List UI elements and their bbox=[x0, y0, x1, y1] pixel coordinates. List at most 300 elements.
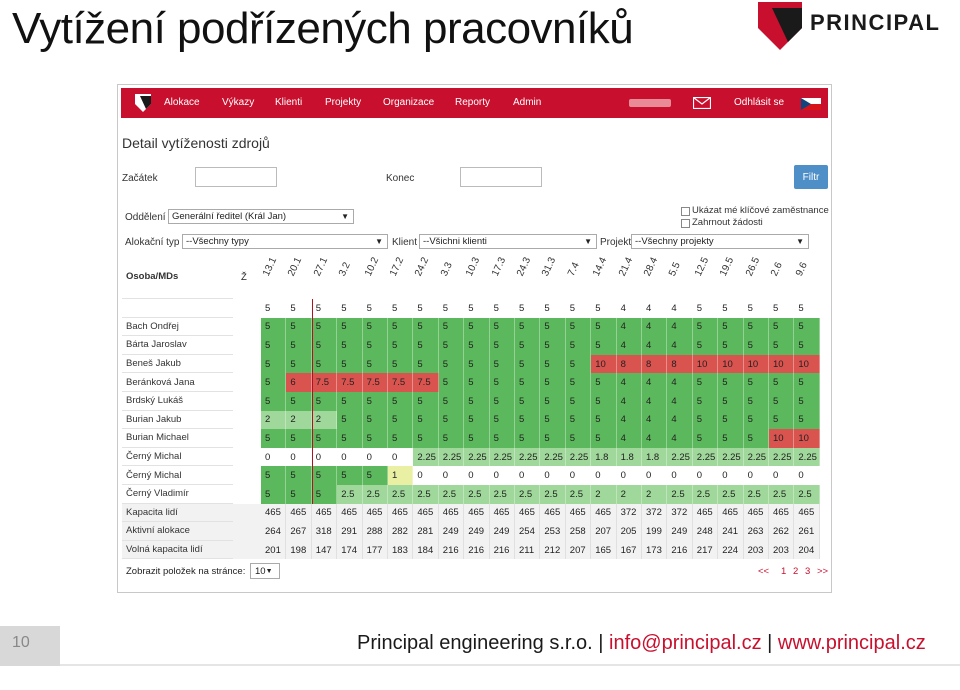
allocation-cell[interactable]: 5 bbox=[261, 355, 286, 374]
allocation-cell[interactable]: 10 bbox=[769, 429, 794, 448]
summary-cell: 465 bbox=[591, 504, 616, 523]
requests-label: Zahrnout žádosti bbox=[692, 217, 763, 228]
allocation-cell[interactable]: 5 bbox=[337, 336, 362, 355]
allocation-cell[interactable]: 8 bbox=[642, 355, 667, 374]
allocation-cell[interactable]: 5 bbox=[363, 466, 388, 485]
allocation-cell[interactable]: 7.5 bbox=[388, 373, 413, 392]
requests-checkbox[interactable] bbox=[681, 219, 690, 228]
allocation-cell[interactable]: 5 bbox=[337, 466, 362, 485]
allocation-cell[interactable]: 5 bbox=[566, 429, 591, 448]
allocation-cell[interactable]: 5 bbox=[744, 373, 769, 392]
allocation-cell[interactable]: 0 bbox=[413, 466, 438, 485]
date-header: 3.2 bbox=[337, 260, 354, 278]
allocation-cell[interactable]: 5 bbox=[718, 336, 743, 355]
allocation-cell[interactable]: 0 bbox=[337, 448, 362, 467]
summary-z-cell bbox=[233, 522, 261, 541]
allocation-cell[interactable]: 5 bbox=[490, 318, 515, 337]
summary-cell: 288 bbox=[363, 522, 388, 541]
allocation-cell[interactable]: 5 bbox=[515, 373, 540, 392]
allocation-cell[interactable]: 5 bbox=[718, 429, 743, 448]
allocation-cell[interactable]: 5 bbox=[363, 392, 388, 411]
allocation-cell[interactable]: 2.5 bbox=[490, 485, 515, 504]
allocation-cell[interactable]: 10 bbox=[744, 355, 769, 374]
allocation-cell[interactable]: 5 bbox=[261, 318, 286, 337]
allocation-cell[interactable]: 5 bbox=[388, 392, 413, 411]
allocation-cell[interactable]: 5 bbox=[591, 411, 616, 430]
z-cell bbox=[237, 485, 257, 504]
allocation-cell[interactable]: 5 bbox=[388, 318, 413, 337]
filter-button[interactable]: Filtr bbox=[794, 165, 828, 189]
allocation-cell[interactable]: 4 bbox=[617, 411, 642, 430]
allocation-cell[interactable]: 2.25 bbox=[515, 448, 540, 467]
summary-cell: 372 bbox=[667, 504, 692, 523]
allocation-cell[interactable]: 10 bbox=[591, 355, 616, 374]
allocation-cell[interactable]: 5 bbox=[261, 373, 286, 392]
allocation-cell[interactable]: 2.5 bbox=[540, 485, 565, 504]
allocation-cell[interactable]: 5 bbox=[464, 355, 489, 374]
allocation-cell[interactable]: 5 bbox=[413, 336, 438, 355]
allocation-cell[interactable]: 0 bbox=[540, 466, 565, 485]
allocation-cell[interactable]: 5 bbox=[490, 411, 515, 430]
allocation-cell[interactable]: 4 bbox=[667, 336, 692, 355]
allocation-cell[interactable]: 5 bbox=[388, 336, 413, 355]
allocation-cell[interactable]: 5 bbox=[693, 411, 718, 430]
person-name[interactable]: Černý Vladimír bbox=[122, 485, 233, 504]
allocation-cell[interactable]: 2.25 bbox=[769, 448, 794, 467]
allocation-cell[interactable]: 2.5 bbox=[439, 485, 464, 504]
allocation-cell[interactable]: 0 bbox=[566, 466, 591, 485]
capacity-cell: 5 bbox=[515, 299, 540, 318]
pager-link[interactable]: 3 bbox=[805, 565, 811, 577]
allocation-cell[interactable]: 2.5 bbox=[769, 485, 794, 504]
project-select[interactable] bbox=[631, 234, 809, 249]
allocation-cell[interactable]: 4 bbox=[617, 318, 642, 337]
allocation-cell[interactable]: 5 bbox=[769, 411, 794, 430]
allocation-cell[interactable]: 5 bbox=[312, 485, 337, 504]
capacity-cell: 5 bbox=[540, 299, 565, 318]
allocation-cell[interactable]: 5 bbox=[286, 336, 311, 355]
department-label: Oddělení bbox=[125, 212, 166, 223]
allocation-cell[interactable]: 4 bbox=[617, 429, 642, 448]
allocation-cell[interactable]: 7.5 bbox=[413, 373, 438, 392]
allocation-cell[interactable]: 5 bbox=[566, 355, 591, 374]
allocation-cell[interactable]: 4 bbox=[642, 318, 667, 337]
allocation-cell[interactable]: 8 bbox=[617, 355, 642, 374]
allocation-cell[interactable]: 0 bbox=[591, 466, 616, 485]
allocation-cell[interactable]: 5 bbox=[540, 411, 565, 430]
allocation-cell[interactable]: 2.5 bbox=[566, 485, 591, 504]
nav-item-reporty[interactable]: Reporty bbox=[455, 97, 491, 108]
allocation-cell[interactable]: 2.5 bbox=[718, 485, 743, 504]
allocation-cell[interactable]: 7.5 bbox=[337, 373, 362, 392]
allocation-cell[interactable]: 7.5 bbox=[363, 373, 388, 392]
allocation-cell[interactable]: 0 bbox=[617, 466, 642, 485]
summary-cell: 267 bbox=[286, 522, 311, 541]
allocation-cell[interactable]: 5 bbox=[464, 411, 489, 430]
allocation-cell[interactable]: 4 bbox=[617, 336, 642, 355]
allocation-cell[interactable]: 5 bbox=[286, 466, 311, 485]
allocation-cell[interactable]: 10 bbox=[794, 355, 819, 374]
allocation-cell[interactable]: 5 bbox=[515, 318, 540, 337]
summary-row-label: Volná kapacita lidí bbox=[122, 541, 233, 560]
pager-link[interactable]: 2 bbox=[793, 565, 799, 577]
page-size-select[interactable] bbox=[250, 563, 280, 579]
allocation-cell[interactable]: 4 bbox=[667, 392, 692, 411]
allocation-cell[interactable]: 5 bbox=[769, 318, 794, 337]
pager-link[interactable]: << bbox=[758, 565, 770, 577]
allocation-cell[interactable]: 5 bbox=[261, 392, 286, 411]
allocation-cell[interactable]: 2.25 bbox=[744, 448, 769, 467]
allocation-cell[interactable]: 5 bbox=[744, 411, 769, 430]
allocation-cell[interactable]: 0 bbox=[286, 448, 311, 467]
allocation-cell[interactable]: 2.25 bbox=[413, 448, 438, 467]
allocation-cell[interactable]: 5 bbox=[337, 318, 362, 337]
summary-cell: 199 bbox=[642, 522, 667, 541]
nav-item-klienti[interactable]: Klienti bbox=[275, 97, 303, 108]
capacity-cell: 5 bbox=[388, 299, 413, 318]
allocation-cell[interactable]: 0 bbox=[515, 466, 540, 485]
allocation-cell[interactable]: 5 bbox=[540, 373, 565, 392]
allocation-cell[interactable]: 5 bbox=[515, 429, 540, 448]
person-name[interactable]: Brdský Lukáš bbox=[122, 392, 233, 411]
allocation-cell[interactable]: 5 bbox=[439, 355, 464, 374]
allocation-cell[interactable]: 5 bbox=[439, 318, 464, 337]
allocation-cell[interactable]: 2.25 bbox=[718, 448, 743, 467]
footer-email[interactable]: info@principal.cz bbox=[609, 632, 762, 654]
allocation-cell[interactable]: 5 bbox=[744, 318, 769, 337]
summary-cell: 262 bbox=[769, 522, 794, 541]
allocation-cell[interactable]: 5 bbox=[794, 373, 819, 392]
allocation-cell[interactable]: 5 bbox=[413, 429, 438, 448]
allocation-cell[interactable]: 5 bbox=[388, 355, 413, 374]
allocation-cell[interactable]: 10 bbox=[769, 355, 794, 374]
allocation-cell[interactable]: 2.25 bbox=[490, 448, 515, 467]
person-name[interactable]: Černý Michal bbox=[122, 448, 233, 467]
allocation-cell[interactable]: 5 bbox=[591, 318, 616, 337]
allocation-cell[interactable]: 5 bbox=[464, 373, 489, 392]
top-navbar bbox=[121, 88, 828, 118]
slide-footer bbox=[0, 626, 960, 690]
allocation-cell[interactable]: 5 bbox=[566, 392, 591, 411]
pager-link[interactable]: 1 bbox=[781, 565, 787, 577]
capacity-cell: 5 bbox=[566, 299, 591, 318]
allocation-cell[interactable]: 0 bbox=[769, 466, 794, 485]
utilization-grid bbox=[122, 255, 829, 577]
allocation-cell[interactable]: 5 bbox=[794, 411, 819, 430]
allocation-cell[interactable]: 5 bbox=[769, 373, 794, 392]
logout-link[interactable]: Odhlásit se bbox=[734, 97, 785, 108]
allocation-cell[interactable]: 2.25 bbox=[794, 448, 819, 467]
capacity-cell: 5 bbox=[337, 299, 362, 318]
allocation-cell[interactable]: 2.5 bbox=[388, 485, 413, 504]
allocation-cell[interactable]: 10 bbox=[718, 355, 743, 374]
allocation-cell[interactable]: 5 bbox=[744, 429, 769, 448]
allocation-cell[interactable]: 6 bbox=[286, 373, 311, 392]
allocation-cell[interactable]: 2.5 bbox=[515, 485, 540, 504]
nav-item-alokace[interactable]: Alokace bbox=[164, 97, 200, 108]
alloc-type-select[interactable] bbox=[182, 234, 388, 249]
allocation-cell[interactable]: 5 bbox=[439, 429, 464, 448]
allocation-cell[interactable]: 4 bbox=[642, 373, 667, 392]
summary-cell: 147 bbox=[312, 541, 337, 560]
allocation-cell[interactable]: 0 bbox=[363, 448, 388, 467]
allocation-cell[interactable]: 5 bbox=[693, 373, 718, 392]
allocation-cell[interactable]: 5 bbox=[363, 411, 388, 430]
allocation-cell[interactable]: 5 bbox=[490, 429, 515, 448]
allocation-cell[interactable]: 1 bbox=[388, 466, 413, 485]
allocation-cell[interactable]: 10 bbox=[794, 429, 819, 448]
allocation-cell[interactable]: 5 bbox=[337, 411, 362, 430]
allocation-cell[interactable]: 1.8 bbox=[642, 448, 667, 467]
person-name[interactable]: Černý Michal bbox=[122, 466, 233, 485]
page-size-label: Zobrazit položek na stránce: bbox=[126, 565, 246, 577]
summary-cell: 282 bbox=[388, 522, 413, 541]
allocation-cell[interactable]: 5 bbox=[337, 429, 362, 448]
allocation-cell[interactable]: 5 bbox=[337, 392, 362, 411]
page-number: 10 bbox=[12, 634, 30, 651]
allocation-cell[interactable]: 5 bbox=[388, 429, 413, 448]
allocation-cell[interactable]: 0 bbox=[693, 466, 718, 485]
allocation-cell[interactable]: 5 bbox=[464, 429, 489, 448]
allocation-cell[interactable]: 5 bbox=[464, 336, 489, 355]
summary-cell: 211 bbox=[515, 541, 540, 560]
allocation-cell[interactable]: 5 bbox=[515, 392, 540, 411]
allocation-cell[interactable]: 0 bbox=[439, 466, 464, 485]
allocation-cell[interactable]: 0 bbox=[744, 466, 769, 485]
allocation-cell[interactable]: 4 bbox=[642, 392, 667, 411]
allocation-cell[interactable]: 5 bbox=[540, 336, 565, 355]
allocation-cell[interactable]: 5 bbox=[312, 429, 337, 448]
allocation-cell[interactable]: 0 bbox=[642, 466, 667, 485]
allocation-cell[interactable]: 5 bbox=[439, 392, 464, 411]
allocation-cell[interactable]: 5 bbox=[363, 355, 388, 374]
summary-cell: 249 bbox=[667, 522, 692, 541]
allocation-cell[interactable]: 4 bbox=[642, 336, 667, 355]
allocation-cell[interactable]: 5 bbox=[566, 373, 591, 392]
allocation-cell[interactable]: 5 bbox=[693, 392, 718, 411]
allocation-cell[interactable]: 5 bbox=[286, 485, 311, 504]
summary-cell: 465 bbox=[363, 504, 388, 523]
allocation-cell[interactable]: 5 bbox=[794, 336, 819, 355]
client-select[interactable] bbox=[419, 234, 597, 249]
allocation-cell[interactable]: 2 bbox=[286, 411, 311, 430]
allocation-cell[interactable]: 5 bbox=[591, 392, 616, 411]
nav-item-výkazy[interactable]: Výkazy bbox=[222, 97, 255, 108]
allocation-cell[interactable]: 0 bbox=[667, 466, 692, 485]
allocation-cell[interactable]: 7.5 bbox=[312, 373, 337, 392]
allocation-cell[interactable]: 5 bbox=[337, 355, 362, 374]
allocation-cell[interactable]: 5 bbox=[769, 336, 794, 355]
allocation-cell[interactable]: 5 bbox=[286, 318, 311, 337]
allocation-cell[interactable]: 1.8 bbox=[591, 448, 616, 467]
department-select[interactable] bbox=[168, 209, 354, 224]
allocation-cell[interactable]: 5 bbox=[490, 392, 515, 411]
allocation-cell[interactable]: 2.5 bbox=[744, 485, 769, 504]
allocation-cell[interactable]: 0 bbox=[490, 466, 515, 485]
summary-cell: 465 bbox=[490, 504, 515, 523]
allocation-cell[interactable]: 5 bbox=[464, 392, 489, 411]
allocation-cell[interactable]: 5 bbox=[718, 318, 743, 337]
person-name[interactable]: Burian Jakub bbox=[122, 411, 233, 430]
allocation-cell[interactable]: 5 bbox=[261, 429, 286, 448]
allocation-cell[interactable]: 5 bbox=[540, 318, 565, 337]
allocation-cell[interactable]: 0 bbox=[312, 448, 337, 467]
allocation-cell[interactable]: 2.5 bbox=[667, 485, 692, 504]
allocation-cell[interactable]: 5 bbox=[744, 336, 769, 355]
allocation-cell[interactable]: 5 bbox=[413, 392, 438, 411]
user-name-blurred[interactable] bbox=[629, 99, 671, 107]
allocation-cell[interactable]: 5 bbox=[261, 336, 286, 355]
allocation-cell[interactable]: 2.25 bbox=[439, 448, 464, 467]
allocation-cell[interactable]: 5 bbox=[286, 392, 311, 411]
person-name[interactable]: Bach Ondřej bbox=[122, 318, 233, 337]
allocation-cell[interactable]: 5 bbox=[363, 318, 388, 337]
capacity-cell: 5 bbox=[718, 299, 743, 318]
allocation-cell[interactable]: 5 bbox=[439, 373, 464, 392]
allocation-cell[interactable]: 2.25 bbox=[464, 448, 489, 467]
app-logo-icon[interactable] bbox=[135, 94, 151, 112]
allocation-cell[interactable]: 5 bbox=[794, 318, 819, 337]
allocation-cell[interactable]: 5 bbox=[286, 355, 311, 374]
nav-item-admin[interactable]: Admin bbox=[513, 97, 542, 108]
key-employees-checkbox[interactable] bbox=[681, 207, 690, 216]
allocation-cell[interactable]: 2 bbox=[312, 411, 337, 430]
allocation-cell[interactable]: 5 bbox=[566, 318, 591, 337]
allocation-cell[interactable]: 2.5 bbox=[464, 485, 489, 504]
allocation-cell[interactable]: 5 bbox=[566, 336, 591, 355]
person-name[interactable]: Beneš Jakub bbox=[122, 355, 233, 374]
nav-item-organizace[interactable]: Organizace bbox=[383, 97, 435, 108]
allocation-cell[interactable]: 5 bbox=[693, 429, 718, 448]
allocation-cell[interactable]: 4 bbox=[617, 373, 642, 392]
allocation-cell[interactable]: 0 bbox=[261, 448, 286, 467]
capacity-cell: 5 bbox=[439, 299, 464, 318]
person-name[interactable]: Beránková Jana bbox=[122, 373, 233, 392]
allocation-cell[interactable]: 5 bbox=[439, 411, 464, 430]
summary-cell: 205 bbox=[617, 522, 642, 541]
summary-cell: 291 bbox=[337, 522, 362, 541]
allocation-cell[interactable]: 5 bbox=[515, 336, 540, 355]
allocation-cell[interactable]: 2.5 bbox=[413, 485, 438, 504]
allocation-cell[interactable]: 5 bbox=[515, 355, 540, 374]
allocation-cell[interactable]: 0 bbox=[464, 466, 489, 485]
allocation-cell[interactable]: 2 bbox=[642, 485, 667, 504]
allocation-cell[interactable]: 5 bbox=[540, 392, 565, 411]
allocation-cell[interactable]: 5 bbox=[261, 466, 286, 485]
summary-cell: 254 bbox=[515, 522, 540, 541]
allocation-cell[interactable]: 2.25 bbox=[667, 448, 692, 467]
allocation-cell[interactable]: 2.25 bbox=[540, 448, 565, 467]
person-name[interactable]: Burian Michael bbox=[122, 429, 233, 448]
end-date-input[interactable] bbox=[460, 167, 542, 187]
allocation-cell[interactable]: 2 bbox=[591, 485, 616, 504]
allocation-cell[interactable]: 5 bbox=[388, 411, 413, 430]
person-column-header[interactable]: Osoba/MDs bbox=[122, 255, 233, 299]
allocation-cell[interactable]: 5 bbox=[744, 392, 769, 411]
allocation-cell[interactable]: 2.5 bbox=[693, 485, 718, 504]
allocation-cell[interactable]: 4 bbox=[667, 429, 692, 448]
nav-item-projekty[interactable]: Projekty bbox=[325, 97, 362, 108]
allocation-cell[interactable]: 5 bbox=[261, 485, 286, 504]
allocation-cell[interactable]: 5 bbox=[312, 336, 337, 355]
app-screenshot bbox=[117, 84, 832, 593]
allocation-cell[interactable]: 0 bbox=[718, 466, 743, 485]
mail-icon[interactable] bbox=[693, 97, 711, 109]
allocation-cell[interactable]: 2.25 bbox=[693, 448, 718, 467]
allocation-cell[interactable]: 4 bbox=[617, 392, 642, 411]
czech-flag-icon[interactable] bbox=[801, 98, 821, 110]
allocation-cell[interactable]: 2 bbox=[617, 485, 642, 504]
allocation-cell[interactable]: 5 bbox=[464, 318, 489, 337]
allocation-cell[interactable]: 5 bbox=[413, 318, 438, 337]
allocation-cell[interactable]: 5 bbox=[363, 336, 388, 355]
allocation-cell[interactable]: 5 bbox=[312, 466, 337, 485]
allocation-cell[interactable]: 0 bbox=[794, 466, 819, 485]
logo-text: PRINCIPAL bbox=[810, 10, 941, 35]
date-header: 7.4 bbox=[565, 260, 582, 278]
allocation-cell[interactable]: 2.5 bbox=[794, 485, 819, 504]
allocation-cell[interactable]: 5 bbox=[515, 411, 540, 430]
allocation-cell[interactable]: 5 bbox=[363, 429, 388, 448]
allocation-cell[interactable]: 5 bbox=[490, 336, 515, 355]
capacity-cell: 5 bbox=[794, 299, 819, 318]
allocation-cell[interactable]: 5 bbox=[718, 411, 743, 430]
allocation-cell[interactable]: 5 bbox=[490, 355, 515, 374]
allocation-cell[interactable]: 5 bbox=[591, 373, 616, 392]
allocation-cell[interactable]: 5 bbox=[312, 318, 337, 337]
allocation-cell[interactable]: 5 bbox=[312, 355, 337, 374]
allocation-cell[interactable]: 4 bbox=[642, 429, 667, 448]
allocation-cell[interactable]: 5 bbox=[312, 392, 337, 411]
allocation-cell[interactable]: 4 bbox=[667, 411, 692, 430]
allocation-cell[interactable]: 10 bbox=[693, 355, 718, 374]
allocation-cell[interactable]: 5 bbox=[490, 373, 515, 392]
allocation-cell[interactable]: 5 bbox=[413, 355, 438, 374]
allocation-cell[interactable]: 4 bbox=[667, 318, 692, 337]
allocation-cell[interactable]: 5 bbox=[413, 411, 438, 430]
summary-cell: 465 bbox=[286, 504, 311, 523]
allocation-cell[interactable]: 5 bbox=[591, 336, 616, 355]
allocation-cell[interactable]: 2.25 bbox=[566, 448, 591, 467]
allocation-cell[interactable]: 5 bbox=[693, 318, 718, 337]
allocation-cell[interactable]: 5 bbox=[566, 411, 591, 430]
allocation-cell[interactable]: 8 bbox=[667, 355, 692, 374]
allocation-cell[interactable]: 5 bbox=[794, 392, 819, 411]
allocation-cell[interactable]: 5 bbox=[769, 392, 794, 411]
allocation-cell[interactable]: 2.5 bbox=[337, 485, 362, 504]
allocation-cell[interactable]: 1.8 bbox=[617, 448, 642, 467]
allocation-cell[interactable]: 5 bbox=[540, 429, 565, 448]
allocation-cell[interactable]: 4 bbox=[667, 373, 692, 392]
pager-link[interactable]: >> bbox=[817, 565, 829, 577]
allocation-cell[interactable]: 2 bbox=[261, 411, 286, 430]
allocation-cell[interactable]: 5 bbox=[718, 373, 743, 392]
allocation-cell[interactable]: 4 bbox=[642, 411, 667, 430]
allocation-cell[interactable]: 5 bbox=[591, 429, 616, 448]
date-header: 21.4 bbox=[616, 255, 635, 278]
allocation-cell[interactable]: 5 bbox=[693, 336, 718, 355]
footer-web[interactable]: www.principal.cz bbox=[777, 632, 926, 654]
allocation-cell[interactable]: 5 bbox=[540, 355, 565, 374]
person-name[interactable]: Bárta Jaroslav bbox=[122, 336, 233, 355]
allocation-cell[interactable]: 2.5 bbox=[363, 485, 388, 504]
allocation-cell[interactable]: 5 bbox=[439, 336, 464, 355]
start-date-input[interactable] bbox=[195, 167, 277, 187]
summary-cell: 281 bbox=[413, 522, 438, 541]
allocation-cell[interactable]: 5 bbox=[286, 429, 311, 448]
allocation-cell[interactable]: 5 bbox=[718, 392, 743, 411]
allocation-cell[interactable]: 0 bbox=[388, 448, 413, 467]
